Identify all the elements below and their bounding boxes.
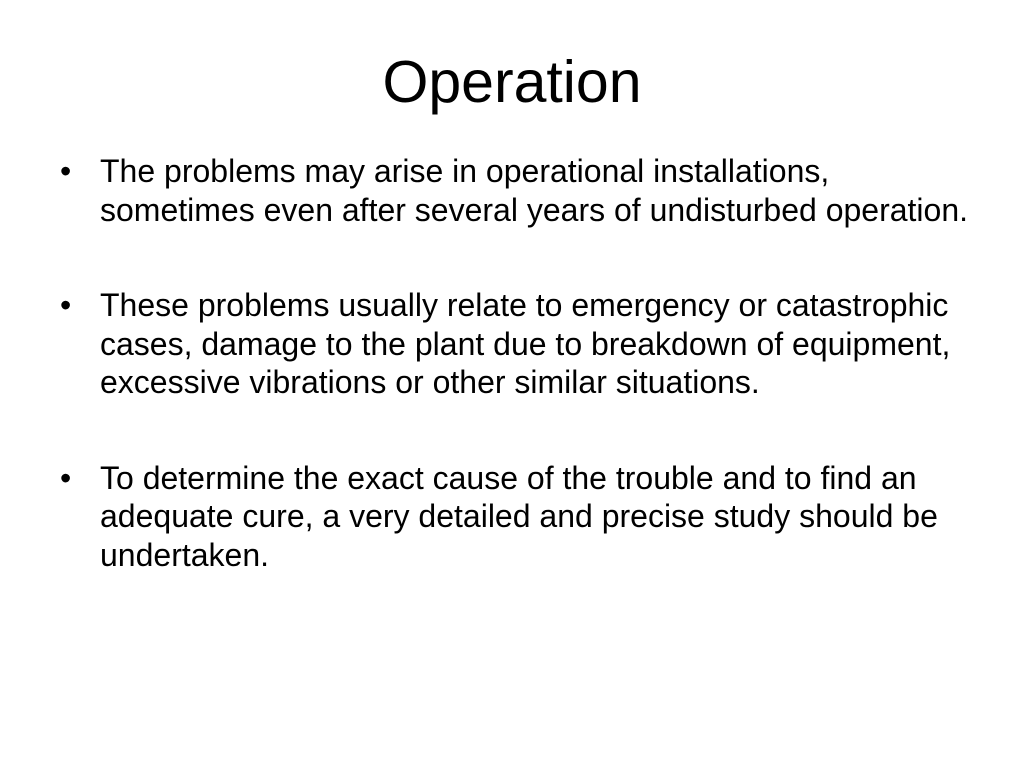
bullet-item	[60, 459, 980, 575]
bullet-text: These problems usually relate to emergency or catastrophic cases, damage to the plant due to breakdown of equipment, excessive vibrations or other similar situations.	[100, 287, 951, 400]
bullet-item	[60, 286, 980, 402]
bullet-list	[60, 152, 980, 574]
bullet-text: The problems may arise in operational installations, sometimes even after several years of undisturbed operation.	[100, 153, 969, 228]
bullet-text: To determine the exact cause of the trouble and to find an adequate cure, a very detailed and precise study should be undertaken.	[100, 459, 938, 573]
bullet-icon: •	[60, 153, 72, 189]
slide-title: Operation	[382, 49, 642, 115]
bullet-icon: •	[60, 459, 72, 496]
bullet-icon: •	[60, 287, 72, 323]
bullet-item	[60, 152, 980, 229]
